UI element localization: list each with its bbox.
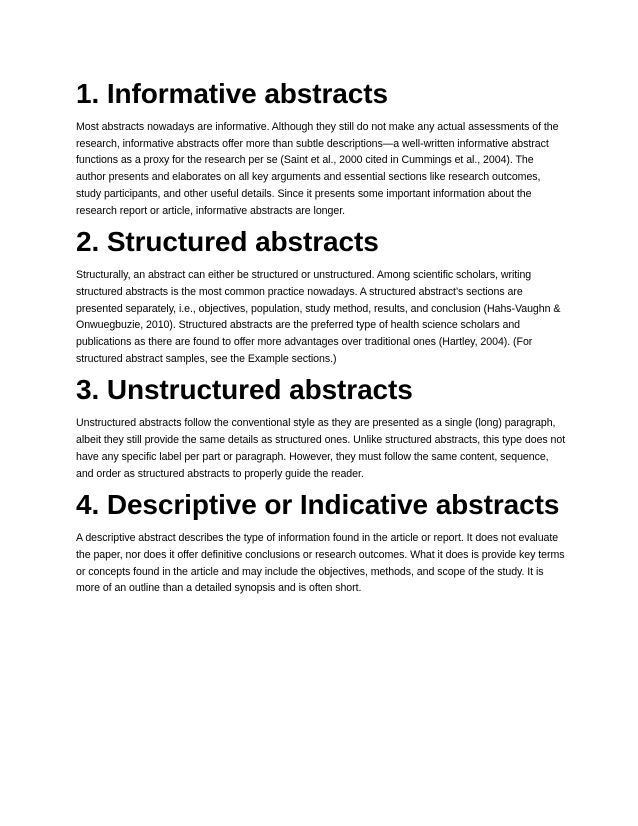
document-page <box>76 76 566 602</box>
section-heading: 2. Structured abstracts <box>76 226 379 258</box>
section-body: Structurally, an abstract can either be structured or unstructured. Among scientific scholars, writing structured abstracts is the most common practice nowadays. A structured abstract’s sections are presented separately, i.e., objectives, population, study method, results, and conclusion (Hahs-Vaughn & Onwuegbuzie, 2010). Structured abstracts are the preferred type of health science scholars and publications as there are found to offer more advantages over traditional ones (Hartley, 2004). (For structured abstract samples, see the Example sections.) <box>76 269 561 365</box>
section-body: A descriptive abstract describes the type of information found in the article or report. It does not evaluate the paper, nor does it offer definitive conclusions or research outcomes. What it does is provide key terms or concepts found in the article and may include the objectives, methods, and scope of the study. It is more of an outline than a detailed synopsis and is often short. <box>76 532 565 595</box>
section-body: Most abstracts nowadays are informative. Although they still do not make any actual assessments of the research, informative abstracts offer more than subtle descriptions—a well-written informative abstract functions as a proxy for the research per se (Saint et al., 2000 cited in Cummings et al., 2004). The author presents and elaborates on all key arguments and essential sections like research outcomes, study participants, and other useful details. Since it presents some important information about the research report or article, informative abstracts are longer. <box>76 121 559 217</box>
section-heading: 1. Informative abstracts <box>76 78 388 109</box>
section-unstructured-abstracts <box>76 372 566 482</box>
section-descriptive-abstracts <box>76 487 566 597</box>
section-body: Unstructured abstracts follow the conventional style as they are presented as a single (long) paragraph, albeit they still provide the same details as structured ones. Unlike structured abstracts, this type does not have any specific label per part or paragraph. However, they must follow the same content, sequence, and order as structured abstracts to properly guide the reader. <box>76 417 566 480</box>
section-informative-abstracts <box>76 76 566 219</box>
section-heading: 4. Descriptive or Indicative abstracts <box>76 489 560 521</box>
section-structured-abstracts <box>76 224 566 367</box>
section-heading: 3. Unstructured abstracts <box>76 374 413 406</box>
